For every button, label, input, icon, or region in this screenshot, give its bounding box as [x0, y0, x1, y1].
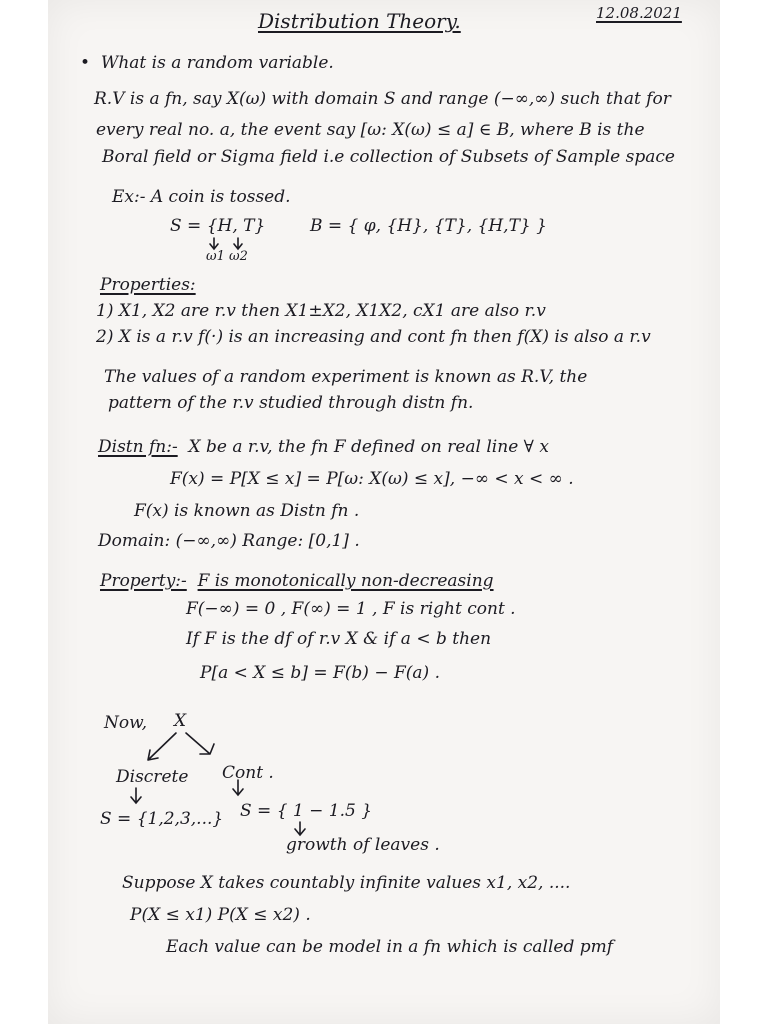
tree-discrete-set: S = {1,2,3,...}: [100, 809, 224, 829]
pmf-line-3: Each value can be model in a fn which is called pmf: [166, 937, 614, 957]
bullet-icon: •: [80, 53, 101, 73]
tree-discrete-label: Discrete: [116, 767, 189, 787]
arrow-root-to-discrete: [148, 733, 176, 760]
tree-cont-set: S = { 1 − 1.5 }: [240, 801, 373, 821]
pmf-line-2: P(X ≤ x1) P(X ≤ x2) .: [130, 905, 311, 925]
distfn-domain-range: Domain: (−∞,∞) Range: [0,1] .: [98, 531, 360, 551]
page-date: 12.08.2021: [596, 4, 682, 22]
property-line-4: P[a < X ≤ b] = F(b) − F(a) .: [200, 663, 440, 683]
rv-question: What is a random variable.: [100, 53, 334, 73]
arrow-example-1: [210, 238, 218, 249]
rv-note-line-1: The values of a random experiment is known as R.V, the: [104, 367, 588, 387]
arrow-example-2: [234, 238, 242, 249]
property-line-2: F(−∞) = 0 , F(∞) = 1 , F is right cont .: [186, 599, 516, 619]
arrow-discrete-down: [131, 788, 141, 803]
distfn-known-as: F(x) is known as Distn fn .: [134, 501, 360, 521]
tree-now-label: Now,: [104, 713, 148, 733]
tree-root: X: [174, 711, 187, 731]
rv-definition-line-3: Boral field or Sigma field i.e collection of Subsets of Sample space: [102, 147, 675, 167]
example-sample-space: S = {H, T}: [170, 216, 266, 236]
property-2: 2) X is a r.v f(·) is an increasing and cont fn then f(X) is also a r.v: [96, 327, 651, 347]
rv-definition-line-1: R.V is a fn, say X(ω) with domain S and range (−∞,∞) such that for: [94, 89, 671, 109]
property-line-3: If F is the df of r.v X & if a < b then: [186, 629, 492, 649]
property-heading: Property:-: [100, 571, 187, 591]
example-line: Ex:- A coin is tossed.: [112, 187, 291, 207]
property-1: 1) X1, X2 are r.v then X1±X2, X1X2, cX1 are also r.v: [96, 301, 546, 321]
properties-heading: Properties:: [100, 275, 196, 295]
example-omega-labels: ω1 ω2: [206, 249, 248, 264]
page-title: Distribution Theory.: [258, 9, 461, 33]
distfn-intro: X be a r.v, the fn F defined on real line ∀ x: [188, 437, 549, 457]
rv-definition-line-2: every real no. a, the event say [ω: X(ω) ≤ a] ∈ B, where B is the: [96, 120, 645, 140]
distfn-heading: Distn fn:-: [98, 437, 178, 457]
tree-cont-note: growth of leaves .: [286, 835, 440, 855]
property-line-1: F is monotonically non-decreasing: [197, 571, 494, 591]
example-borel-field: B = { φ, {H}, {T}, {H,T} }: [310, 216, 547, 236]
rv-note-line-2: pattern of the r.v studied through distn fn.: [108, 393, 474, 413]
arrow-cont-down: [233, 780, 243, 795]
pmf-line-1: Suppose X takes countably infinite values x1, x2, ....: [122, 873, 571, 893]
tree-cont-label: Cont .: [222, 763, 274, 783]
distfn-formula: F(x) = P[X ≤ x] = P[ω: X(ω) ≤ x], −∞ < x < ∞ .: [170, 469, 574, 489]
arrow-root-to-cont: [186, 733, 214, 754]
arrow-set-down: [295, 822, 305, 835]
